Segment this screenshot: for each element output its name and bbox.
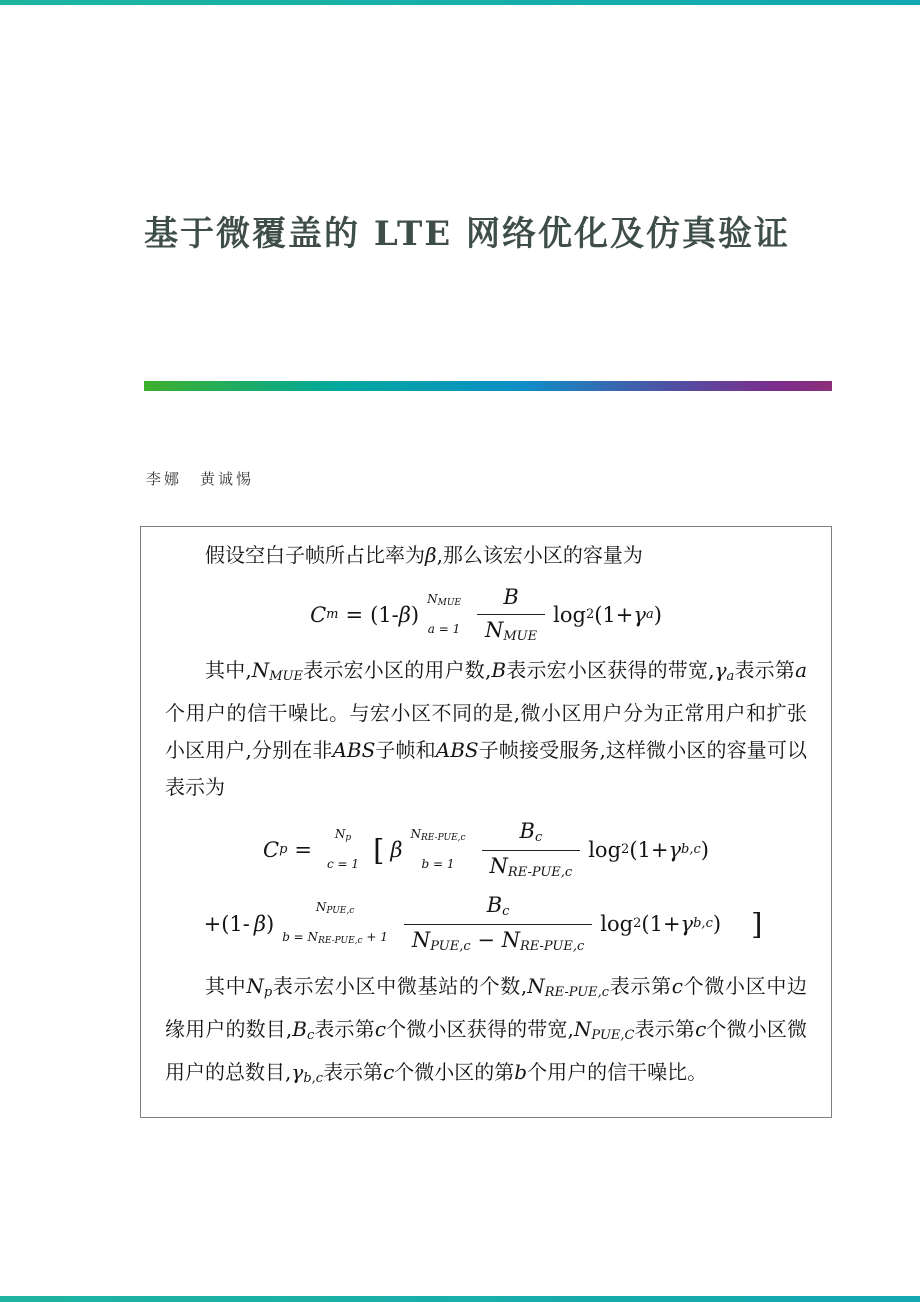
math-token: ) [700, 837, 709, 862]
math-sub: RE-PUE,c [421, 833, 466, 843]
math-var: c [671, 973, 683, 998]
math-var: ABS [435, 738, 479, 763]
fraction-denominator [482, 850, 581, 882]
summation-limits [411, 828, 466, 872]
text-run: 表示第 [314, 1016, 375, 1041]
math-var-beta: β [253, 911, 266, 936]
log-base: 2 [633, 915, 642, 931]
fraction [404, 892, 592, 956]
excerpt-paragraph-3 [165, 968, 807, 1097]
equals-sign: = [345, 602, 364, 627]
math-var: N [484, 618, 504, 643]
fraction [482, 818, 581, 882]
math-var: c [374, 1016, 387, 1041]
math-var: N [411, 927, 431, 952]
fraction-numerator [482, 818, 581, 850]
text-run: 表示宏小区中微基站的个数, [272, 973, 528, 998]
math-sub: RE-PUE,c [318, 936, 363, 947]
bottom-accent-bar [0, 1296, 920, 1302]
math-token: (1+ [629, 837, 669, 862]
math-token: +(1- [203, 911, 250, 936]
authors: 李娜 黄诚惕 [146, 470, 255, 488]
text-run: 子帧接受服务,这样微小区的容量可以表示为 [165, 738, 808, 800]
math-token: (1+ [594, 602, 634, 627]
math-var: B [491, 658, 507, 683]
math-sub: c [534, 830, 543, 846]
math-sub: MUE [503, 629, 538, 645]
math-var: N [251, 658, 270, 683]
math-var: B [292, 1016, 307, 1041]
log-base: 2 [621, 841, 630, 857]
math-var-beta: β [425, 543, 437, 567]
summation-upper-limit [316, 901, 354, 916]
text-run: 个用户的信干噪比。与宏小区不同的是,微小区用户分为正常用户和扩张小区用户,分别在非 [165, 701, 807, 763]
math-var: N [489, 854, 508, 879]
math-sub: p [279, 841, 288, 857]
math-var: B [486, 892, 503, 917]
summation-limits [427, 593, 461, 637]
math-sub: PUE,c [326, 906, 355, 917]
math-var: N [334, 827, 346, 841]
math-sub: MUE [269, 669, 304, 685]
summation-limits [282, 901, 388, 947]
math-var: ABS [332, 738, 376, 763]
summation-lower-limit [282, 931, 388, 946]
text-run: 个微小区微用户的总数目, [165, 1016, 808, 1084]
math-token: + 1 [362, 930, 388, 945]
summation-upper-limit [335, 828, 351, 843]
formula-pico-cell-capacity-line2 [165, 892, 807, 956]
math-var: C [263, 837, 280, 862]
math-sub: RE-PUE,c [544, 984, 610, 1000]
text-run: 表示宏小区的用户数, [303, 658, 492, 683]
text-run: 表示第 [734, 658, 796, 683]
math-token: ) [265, 911, 275, 936]
math-var-gamma: γ [680, 911, 694, 936]
math-sub: PUE,c [430, 938, 471, 954]
math-token: ) [653, 602, 662, 627]
math-var: N [573, 1016, 592, 1041]
math-sub: RE-PUE,c [520, 938, 585, 954]
text-run: 子帧和 [375, 738, 436, 763]
equals-sign: = [294, 837, 313, 862]
log-function: log [600, 911, 634, 936]
excerpt-paragraph-1 [165, 537, 807, 574]
text-run: 个微小区的第 [394, 1059, 515, 1084]
close-bracket: ] [751, 906, 763, 941]
math-var: N [410, 827, 422, 841]
math-sub: b,c [681, 841, 701, 857]
math-sub: p [263, 984, 273, 1000]
math-var: B [519, 819, 535, 844]
math-sub: a [726, 669, 735, 685]
fraction-denominator [477, 614, 545, 646]
text-run: 个微小区获得的带宽, [386, 1016, 574, 1041]
math-var: N [527, 973, 545, 998]
text-run: 表示第 [634, 1016, 696, 1041]
math-sub: c [306, 1027, 315, 1043]
math-sub: m [326, 606, 339, 622]
math-sub: c [502, 903, 510, 919]
math-token: ) [410, 602, 420, 627]
math-var: c [695, 1016, 707, 1041]
excerpt-box [140, 526, 832, 1118]
math-var: a [795, 658, 808, 683]
page-title: 基于微覆盖的 LTE 网络优化及仿真验证 [144, 214, 791, 254]
text-run: 假设空白子帧所占比率为 [205, 543, 425, 567]
math-sub: b,c [303, 1070, 324, 1086]
math-var: b [514, 1059, 528, 1084]
text-run: 其中 [205, 973, 247, 998]
excerpt-paragraph-2 [165, 652, 807, 806]
math-var: N [501, 927, 520, 952]
math-var-beta: β [390, 837, 403, 862]
fraction-denominator [404, 924, 592, 956]
math-var: N [246, 973, 264, 998]
math-var: N [427, 592, 438, 607]
math-var-gamma: γ [714, 658, 727, 683]
math-sub: a [645, 606, 654, 622]
text-run: 表示第 [323, 1059, 384, 1084]
formula-pico-cell-capacity-line1 [165, 818, 807, 882]
math-var-gamma: γ [668, 837, 682, 862]
fraction-numerator [404, 892, 592, 924]
log-base: 2 [585, 606, 595, 622]
fraction-numerator: B [503, 585, 519, 609]
math-sub: p [345, 833, 352, 843]
log-function: log [588, 837, 622, 862]
math-var-beta: β [398, 602, 411, 627]
text-run: 表示第 [609, 973, 672, 998]
text-run: 其中, [205, 658, 252, 683]
minus-sign: − [470, 927, 502, 952]
math-token: (1- [370, 602, 399, 627]
math-var: C [310, 602, 327, 627]
text-run: 个微小区中边缘用户的数目, [165, 973, 808, 1041]
math-token: ) [712, 911, 722, 936]
math-token: (1+ [641, 911, 681, 936]
open-bracket: [ [373, 832, 385, 867]
summation-limits [327, 828, 359, 872]
text-run: 个用户的信干噪比。 [527, 1059, 708, 1084]
math-sub: RE-PUE,c [507, 865, 573, 881]
summation-lower-limit: a = 1 [427, 622, 461, 637]
math-var: b = N [282, 930, 319, 945]
summation-upper-limit [427, 593, 461, 608]
summation-upper-limit [411, 828, 466, 843]
math-sub: b,c [693, 915, 713, 931]
math-sub: PUE,C [591, 1027, 635, 1043]
text-run: 表示宏小区获得的带宽, [506, 658, 715, 683]
math-sub: MUE [437, 598, 461, 609]
math-var-gamma: γ [291, 1059, 304, 1084]
math-var-gamma: γ [633, 602, 646, 627]
log-function: log [553, 602, 586, 627]
formula-macro-cell-capacity [165, 584, 807, 646]
math-var: c [383, 1059, 395, 1084]
title-divider-gradient-bar [144, 381, 832, 391]
math-var: N [315, 900, 327, 915]
top-accent-bar [0, 0, 920, 5]
summation-lower-limit: c = 1 [327, 857, 360, 872]
fraction [477, 584, 545, 646]
text-run: ,那么该宏小区的容量为 [436, 543, 643, 567]
summation-lower-limit: b = 1 [421, 857, 455, 872]
